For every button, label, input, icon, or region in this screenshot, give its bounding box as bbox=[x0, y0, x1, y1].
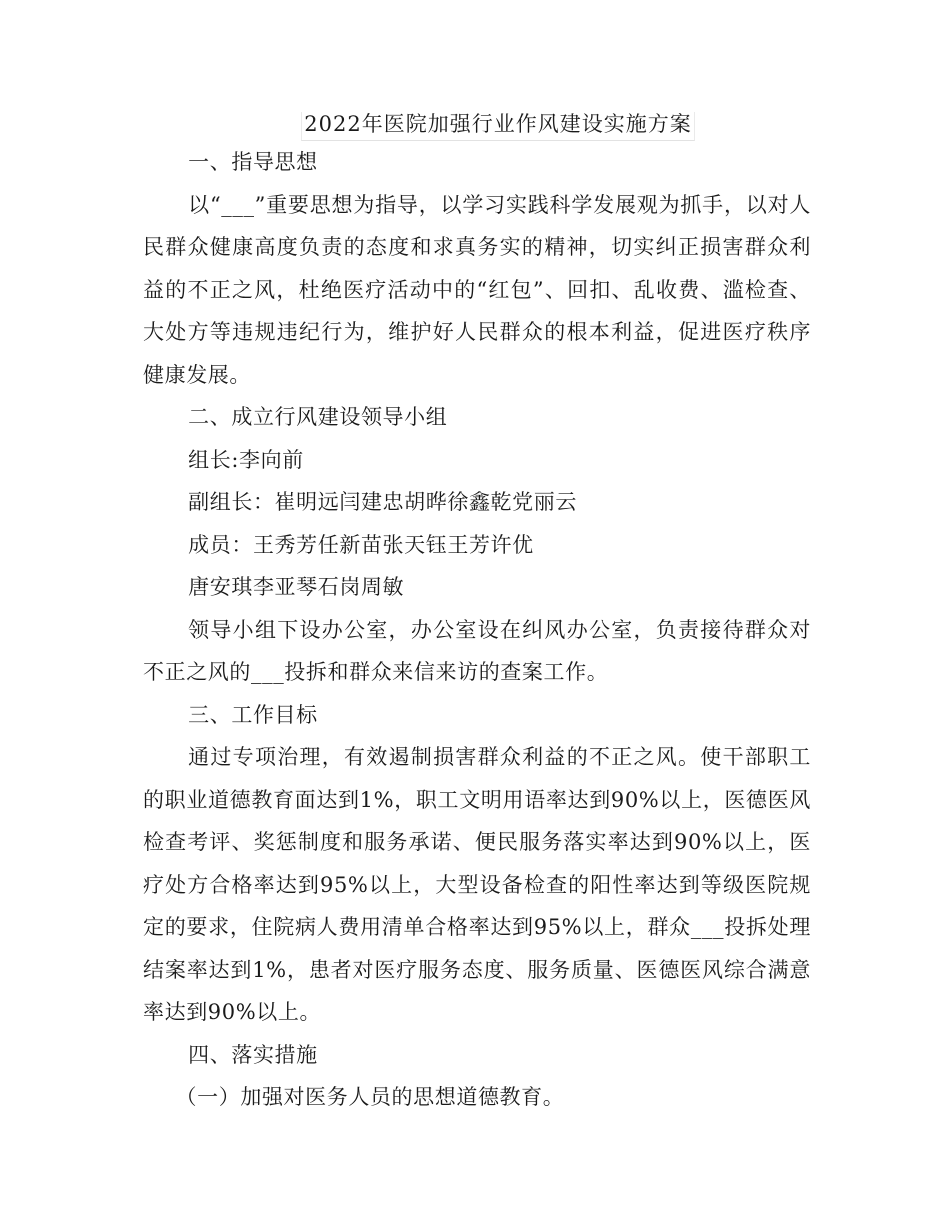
subsection-heading-moral-education: （一）加强对医务人员的思想道德教育。 bbox=[175, 1085, 565, 1109]
members-line-continued: 唐安琪李亚琴石岗周敏 bbox=[188, 575, 405, 599]
deputy-leaders-line: 副组长：崔明远闫建忠胡晔徐鑫乾党丽云 bbox=[188, 490, 577, 514]
section-heading-work-goals: 三、工作目标 bbox=[188, 702, 318, 727]
section-heading-leadership-group: 二、成立行风建设领导小组 bbox=[188, 405, 448, 429]
group-leader-line: 组长:李向前 bbox=[188, 447, 304, 472]
document-body bbox=[143, 141, 811, 1119]
paragraph-office-setup: 领导小组下设办公室，办公室设在纠风办公室，负责接待群众对不正之风的___投拆和群众来信来访的查案工作。 bbox=[143, 617, 811, 684]
paragraph-guiding-ideology: 以“___”重要思想为指导，以学习实践科学发展观为抓手，以对人民群众健康高度负责的态度和求真务实的精神，切实纠正损害群众利益的不正之风，杜绝医疗活动中的“红包”、回扣、乱收费、滥检查、大处方等违规违纪行为，维护好人民群众的根本利益，促进医疗秩序健康发展。 bbox=[143, 192, 811, 387]
members-line: 成员：王秀芳任新苗张天钰王芳许优 bbox=[188, 532, 534, 557]
paragraph-work-goals: 通过专项治理，有效遏制损害群众利益的不正之风。使干部职工的职业道德教育面达到1%，职工文明用语率达到90%以上，医德医风检查考评、奖惩制度和服务承诺、便民服务落实率达到90%以上，医疗处方合格率达到95%以上，大型设备检查的阳性率达到等级医院规定的要求，住院病人费用清单合格率达到95%以上，群众___投拆处理结案率达到1%，患者对医疗服务态度、服务质量、医德医风综合满意率达到90%以上。 bbox=[143, 745, 811, 1024]
document-title: 2022年医院加强行业作风建设实施方案 bbox=[301, 112, 694, 141]
section-heading-guiding-ideology: 一、指导思想 bbox=[188, 150, 318, 174]
document-title-block bbox=[0, 108, 950, 138]
section-heading-measures: 四、落实措施 bbox=[188, 1042, 318, 1067]
